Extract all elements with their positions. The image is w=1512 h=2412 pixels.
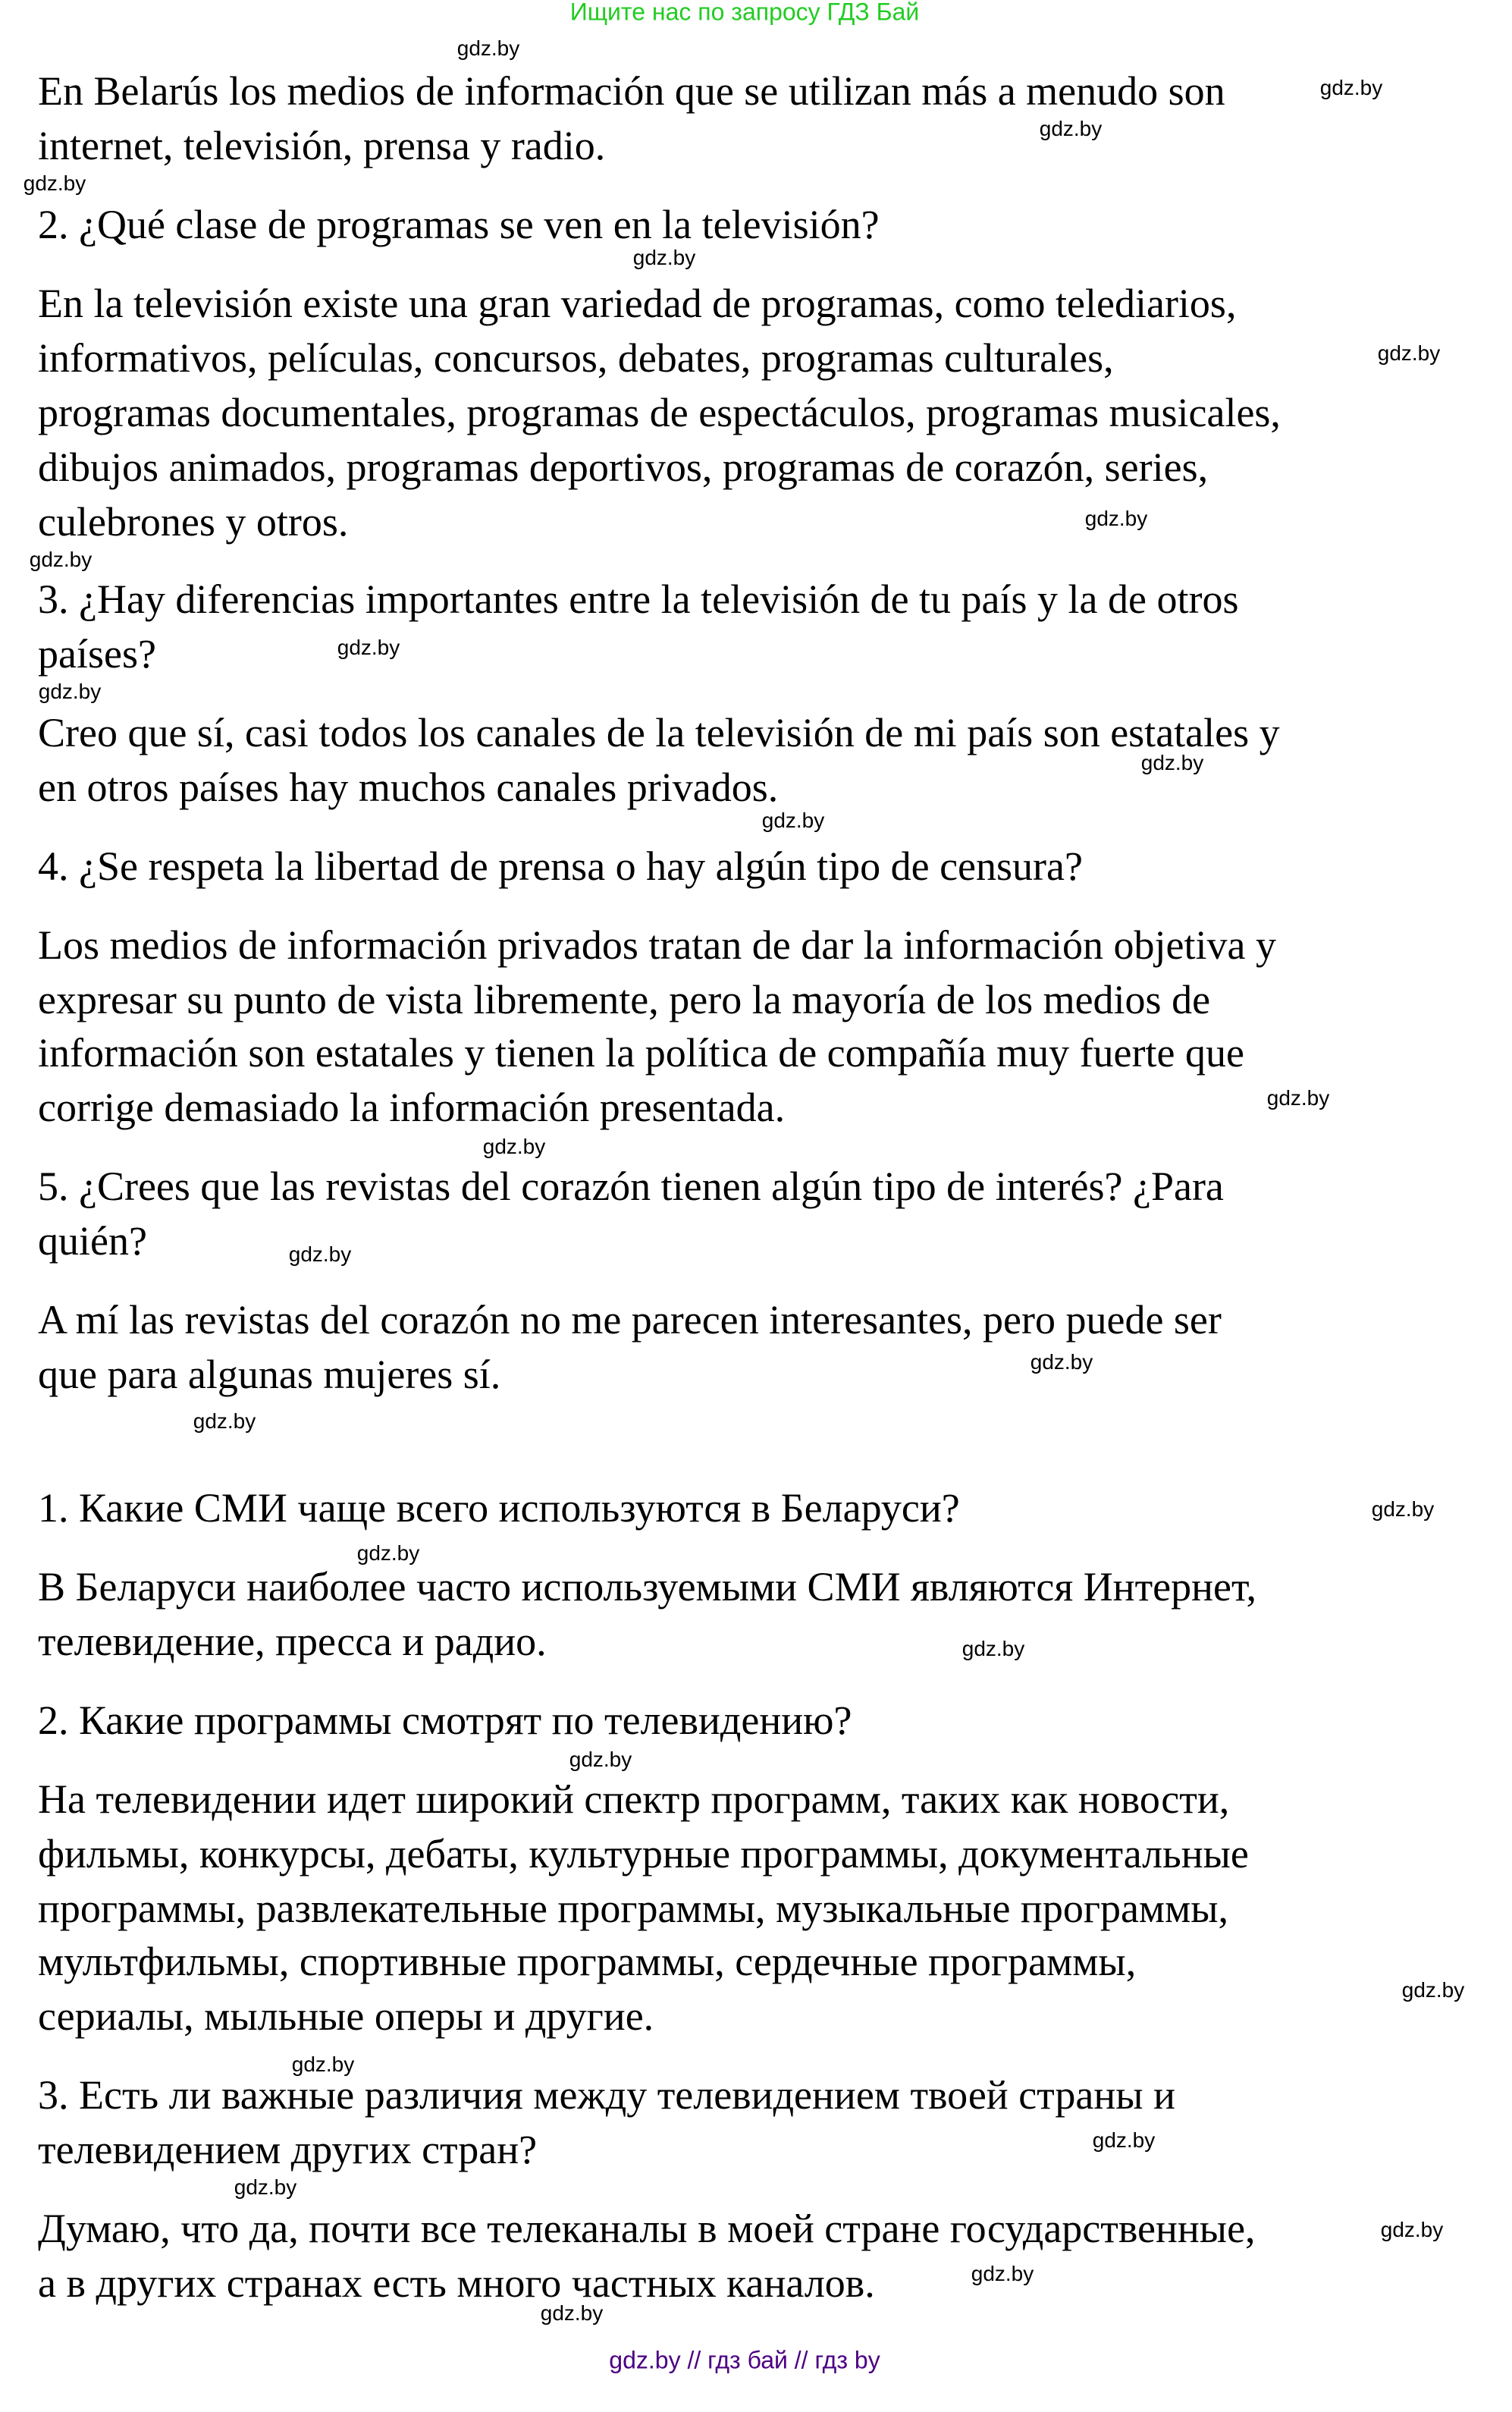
text-line: а в других странах есть много частных каналов. (38, 2260, 875, 2306)
watermark: gdz.by (38, 680, 102, 703)
text-line: сериалы, мыльные оперы и другие. (38, 1993, 654, 2039)
question-line: 5. ¿Crees que las revistas del corazón tienen algún tipo de interés? ¿Para (38, 1164, 1224, 1209)
footer-links[interactable]: gdz.by // гдз бай // гдз by (609, 2346, 880, 2374)
watermark: gdz.by (1401, 1978, 1465, 2002)
text-line: expresar su punto de vista libremente, pero la mayoría de los medios de (38, 977, 1211, 1022)
watermark: gdz.by (193, 1409, 256, 1433)
text-line: en otros países hay muchos canales privados. (38, 765, 779, 810)
watermark: gdz.by (632, 246, 696, 269)
question-line: países? (38, 631, 156, 677)
watermark: gdz.by (29, 548, 93, 571)
text-line: corrige demasiado la información presentada. (38, 1085, 786, 1130)
search-promo-banner: Ищите нас по запросу ГДЗ Бай (569, 0, 920, 26)
text-line: мультфильмы, спортивные программы, сердечные программы, (38, 1939, 1137, 1984)
text-line: que para algunas mujeres sí. (38, 1352, 501, 1397)
question-line: телевидением других стран? (38, 2127, 538, 2172)
watermark: gdz.by (761, 809, 825, 832)
watermark: gdz.by (569, 1748, 632, 1771)
question-line: quién? (38, 1218, 147, 1264)
question-line: 2. Какие программы смотрят по телевидению? (38, 1698, 852, 1743)
watermark: gdz.by (540, 2301, 604, 2325)
watermark: gdz.by (971, 2262, 1034, 2285)
text-line: фильмы, конкурсы, дебаты, культурные программы, документальные (38, 1831, 1249, 1877)
watermark: gdz.by (1377, 341, 1441, 365)
text-line: телевидение, пресса и радио. (38, 1619, 547, 1664)
text-line: программы, развлекательные программы, музыкальные программы, (38, 1886, 1229, 1931)
question-line: 4. ¿Se respeta la libertad de prensa o hay algún tipo de censura? (38, 843, 1083, 889)
question-line: 1. Какие СМИ чаще всего используются в Беларуси? (38, 1485, 960, 1531)
watermark: gdz.by (23, 171, 86, 195)
watermark: gdz.by (1319, 76, 1383, 99)
watermark: gdz.by (337, 636, 400, 659)
watermark: gdz.by (1030, 1350, 1093, 1374)
text-line: Los medios de información privados tratan de dar la información objetiva y (38, 922, 1276, 968)
text-line: dibujos animados, programas deportivos, programas de corazón, series, (38, 444, 1209, 490)
watermark: gdz.by (482, 1135, 546, 1158)
text-line: На телевидении идет широкий спектр программ, таких как новости, (38, 1776, 1230, 1822)
watermark: gdz.by (1266, 1086, 1330, 1110)
text-line: Думаю, что да, почти все телеканалы в моей стране государственные, (38, 2206, 1256, 2251)
watermark: gdz.by (356, 1541, 420, 1565)
watermark: gdz.by (1092, 2128, 1156, 2152)
text-line: culebrones y otros. (38, 499, 349, 545)
text-line: programas documentales, programas de espectáculos, programas musicales, (38, 390, 1281, 435)
watermark: gdz.by (1084, 507, 1148, 530)
text-line: En Belarús los medios de información que se utilizan más a menudo son (38, 68, 1225, 114)
watermark: gdz.by (961, 1637, 1025, 1660)
watermark: gdz.by (1140, 751, 1204, 774)
watermark: gdz.by (1380, 2218, 1444, 2241)
text-line: información son estatales y tienen la política de compañía muy fuerte que (38, 1030, 1244, 1076)
question-line: 3. ¿Hay diferencias importantes entre la televisión de tu país y la de otros (38, 576, 1239, 622)
watermark: gdz.by (1371, 1497, 1435, 1521)
question-line: 3. Есть ли важные различия между телевидением твоей страны и (38, 2072, 1175, 2118)
question-line: 2. ¿Qué clase de programas se ven en la televisión? (38, 202, 880, 247)
text-line: informativos, películas, concursos, debates, programas culturales, (38, 335, 1114, 381)
text-line: internet, televisión, prensa y radio. (38, 123, 606, 168)
text-line: В Беларуси наиболее часто используемыми СМИ являются Интернет, (38, 1564, 1257, 1610)
watermark: gdz.by (288, 1242, 352, 1266)
watermark: gdz.by (291, 2052, 355, 2076)
text-line: Creo que sí, casi todos los canales de la televisión de mi país son estatales y (38, 710, 1280, 755)
text-line: A mí las revistas del corazón no me parecen interesantes, pero puede ser (38, 1297, 1222, 1343)
text-line: En la televisión existe una gran variedad de programas, como telediarios, (38, 281, 1237, 326)
watermark: gdz.by (234, 2175, 297, 2199)
watermark: gdz.by (1039, 117, 1103, 140)
watermark: gdz.by (456, 36, 520, 60)
